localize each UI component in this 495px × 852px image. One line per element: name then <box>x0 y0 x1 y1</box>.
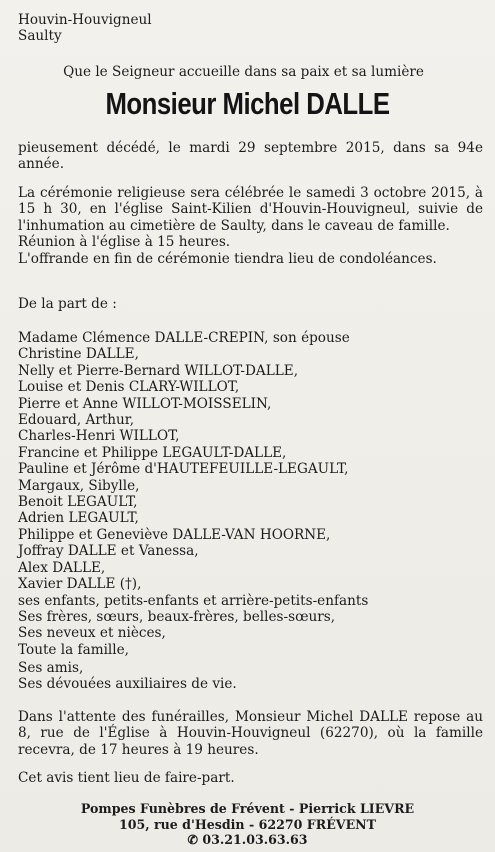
closing-text: Cet avis tient lieu de faire-part. <box>18 770 235 786</box>
ceremony-paragraph: La cérémonie religieuse sera célébrée le samedi 3 octobre 2015, à 15 h 30, en l'église Saint-Kilien d'Houvin-Houvigneul, suivie de l'inhumation au cimetière de Saulty, dans le caveau de famille. <box>18 185 483 234</box>
friends-line-1: Ses amis, <box>18 660 84 676</box>
family-member-line: Pierre et Anne WILLOT-MOISSELIN, <box>18 395 272 412</box>
family-member-line: Ses frères, sœurs, beaux-frères, belles-sœurs, <box>18 608 336 625</box>
family-member-line: ses enfants, petits-enfants et arrière-petits-enfants <box>18 592 369 609</box>
from-label: De la part de : <box>18 296 117 312</box>
family-member-line: Pauline et Jérôme d'HAUTEFEUILLE-LEGAULT, <box>18 461 349 478</box>
gathering-info: Réunion à l'église à 15 heures. <box>18 234 231 251</box>
family-list <box>18 330 483 658</box>
offering-info: L'offrande en fin de cérémonie tiendra lieu de condoléances. <box>18 250 437 267</box>
family-member-line: Joffray DALLE et Vanessa, <box>18 543 199 560</box>
family-member-line: Christine DALLE, <box>18 346 139 363</box>
funeral-home-address: 105, rue d'Hesdin - 62270 FRÉVENT <box>118 816 377 832</box>
location-line-1: Houvin-Houvigneul <box>18 12 152 28</box>
family-member-line: Toute la famille, <box>18 641 129 658</box>
family-member-line: Margaux, Sibylle, <box>18 477 140 494</box>
funeral-home-name: Pompes Funèbres de Frévent - Pierrick LIEVRE <box>80 801 415 816</box>
family-member-line: Edouard, Arthur, <box>18 412 135 429</box>
family-member-line: Madame Clémence DALLE-CREPIN, son épouse <box>18 330 350 346</box>
family-member-line: Alex DALLE, <box>18 559 106 576</box>
friends-section <box>18 660 483 693</box>
friends-line-2: Ses dévouées auxiliaires de vie. <box>18 676 237 693</box>
family-member-line: Louise et Denis CLARY-WILLOT, <box>18 379 240 396</box>
family-member-line: Xavier DALLE (†), <box>18 576 142 593</box>
family-member-line: Philippe et Geneviève DALLE-VAN HOORNE, <box>18 526 331 543</box>
family-member-line: Nelly et Pierre-Bernard WILLOT-DALLE, <box>18 362 299 379</box>
family-member-line: Charles-Henri WILLOT, <box>18 428 180 445</box>
family-member-line: Ses neveux et nièces, <box>18 625 166 642</box>
funeral-home <box>0 801 495 848</box>
ceremony-details <box>18 185 483 267</box>
family-member-line: Francine et Philippe LEGAULT-DALLE, <box>18 444 287 461</box>
intro-text: Que le Seigneur accueille dans sa paix et sa lumière <box>63 64 424 80</box>
repose-details: Dans l'attente des funérailles, Monsieur Michel DALLE repose au 8, rue de l'Église à Houvin-Houvigneul (62270), où la famille recevra, de 17 heures à 19 heures. <box>18 709 483 758</box>
family-member-line: Benoit LEGAULT, <box>18 494 138 511</box>
deceased-name: Monsieur Michel DALLE <box>105 86 390 121</box>
family-member-line: Adrien LEGAULT, <box>18 510 139 527</box>
funeral-home-phone: ✆ 03.21.03.63.63 <box>187 832 308 848</box>
death-notice: pieusement décédé, le mardi 29 septembre 2015, dans sa 94e année. <box>18 140 483 173</box>
location-line-2: Saulty <box>18 27 62 44</box>
location-header <box>18 13 483 44</box>
